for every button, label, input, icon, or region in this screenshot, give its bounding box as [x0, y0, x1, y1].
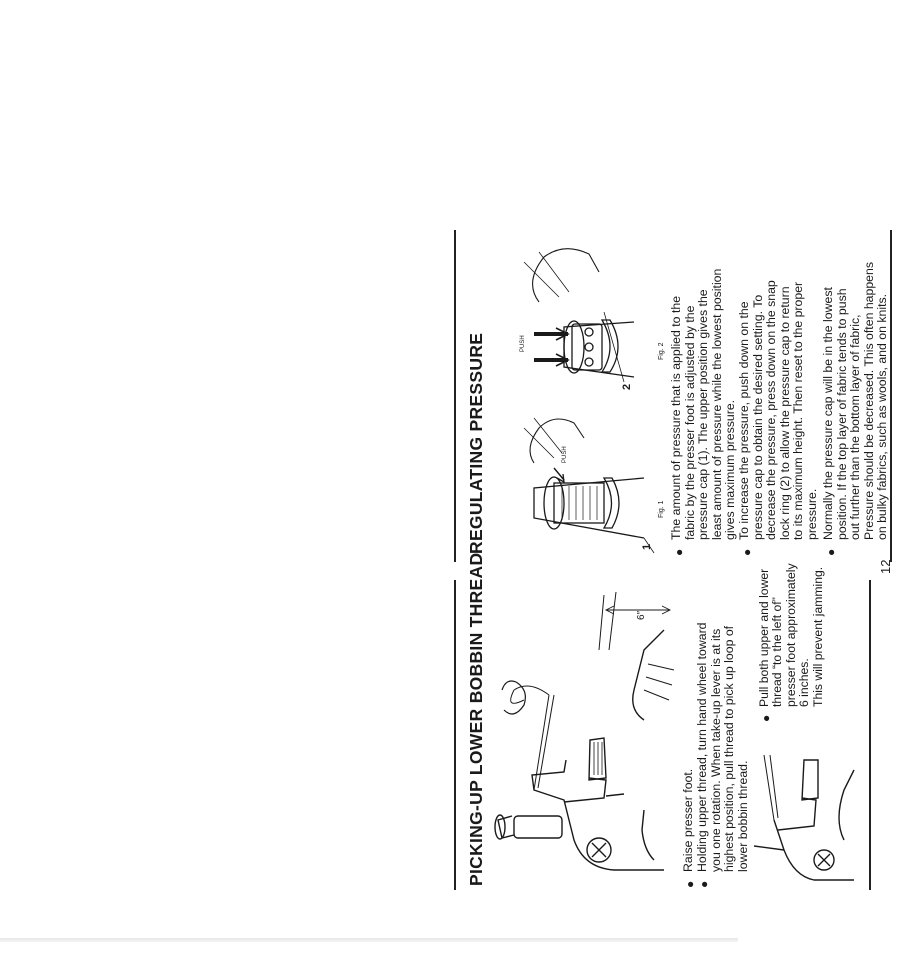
measure-label: 6″ [636, 610, 647, 620]
presser-foot-illustration [754, 750, 864, 890]
section-heading-bobbin: PICKING-UP LOWER BOBBIN THREAD [466, 552, 486, 886]
bobbin-bullet-2 [696, 582, 750, 872]
fig2-caption: Fig. 2 [658, 342, 665, 360]
text-line: Pressure should be decreased. This often happens [861, 261, 876, 540]
text-line: To increase the pressure, push down on the [737, 301, 751, 540]
fig1-pressure-cap-illustration [494, 398, 654, 558]
text-line: decrease the pressure, press down on the snap [764, 280, 779, 540]
text-line: to its maximum height. Then reset to the proper [791, 281, 806, 540]
fig2-callout-number: 2 [621, 383, 633, 390]
top-rule-right [454, 230, 456, 562]
bullet-glyph: ● [824, 548, 838, 556]
fig1-caption: Fig. 1 [658, 500, 665, 518]
sewing-machine-thread-illustration [494, 590, 674, 890]
text-line: This will prevent jamming. [810, 566, 825, 707]
pressure-bullet-3 [822, 232, 890, 540]
bobbin-bullet-3 [757, 563, 825, 707]
bottom-rule-left [869, 580, 871, 890]
text-line: Normally the pressure cap will be in the lowest [821, 287, 835, 540]
text-line: The amount of pressure that is applied to the [669, 295, 683, 540]
fig2-lock-ring-illustration [494, 232, 644, 402]
scan-edge-strip [0, 938, 738, 942]
bullet-glyph: ● [759, 714, 773, 722]
text-line: Holding upper thread, turn hand wheel toward [695, 622, 709, 872]
text-line: presser foot approximately [783, 563, 798, 707]
fig2-push-label: PUSH [520, 335, 526, 352]
page-number: 12 [878, 559, 893, 574]
section-heading-pressure: REGULATING PRESSURE [466, 332, 486, 554]
text-line: thread “to the left of” [770, 597, 785, 707]
text-line: Pull both upper and lower [757, 568, 771, 707]
bullet-glyph: ● [683, 880, 697, 888]
bullet-glyph: ● [740, 548, 754, 556]
text-line: you one rotation. When take-up lever is at its [708, 628, 723, 872]
text-line: highest position, pull thread to pick up loop of [722, 625, 737, 872]
bullet-glyph: ● [697, 880, 711, 888]
text-line: pressure cap (1). The upper position gives the [696, 289, 711, 540]
pressure-bullet-1 [670, 232, 738, 540]
bullet-glyph: ● [672, 548, 686, 556]
text-line: least amount of pressure while the lowest position [709, 268, 724, 540]
text-line: 6 inches. [797, 658, 812, 707]
fig1-push-label: PUSH [562, 446, 568, 463]
bottom-rule-right [890, 230, 892, 562]
pressure-bullet-2 [738, 232, 820, 540]
text-line: position. If the top layer of fabric tends to push [834, 288, 849, 540]
text-line: out further than the bottom layer of fabric, [848, 314, 863, 540]
rotated-spread [454, 230, 906, 890]
text-line: fabric by the presser foot is adjusted by the [682, 305, 697, 540]
text-line: pressure cap to obtain the desired setting. To [750, 294, 765, 540]
top-rule-left [454, 580, 456, 890]
text-line: Raise presser foot. [681, 768, 695, 872]
text-line: lock ring (2) to allow the pressure cap to return [777, 286, 792, 540]
text-line: lower bobbin thread. [735, 760, 750, 872]
bobbin-bullet-1 [682, 582, 696, 872]
text-line: on bulky fabrics, such as wools, and on knits. [875, 293, 890, 540]
fig1-callout-number: 1 [641, 543, 653, 550]
text-line: pressure. [804, 488, 819, 540]
text-line: gives maximum pressure. [723, 399, 738, 540]
